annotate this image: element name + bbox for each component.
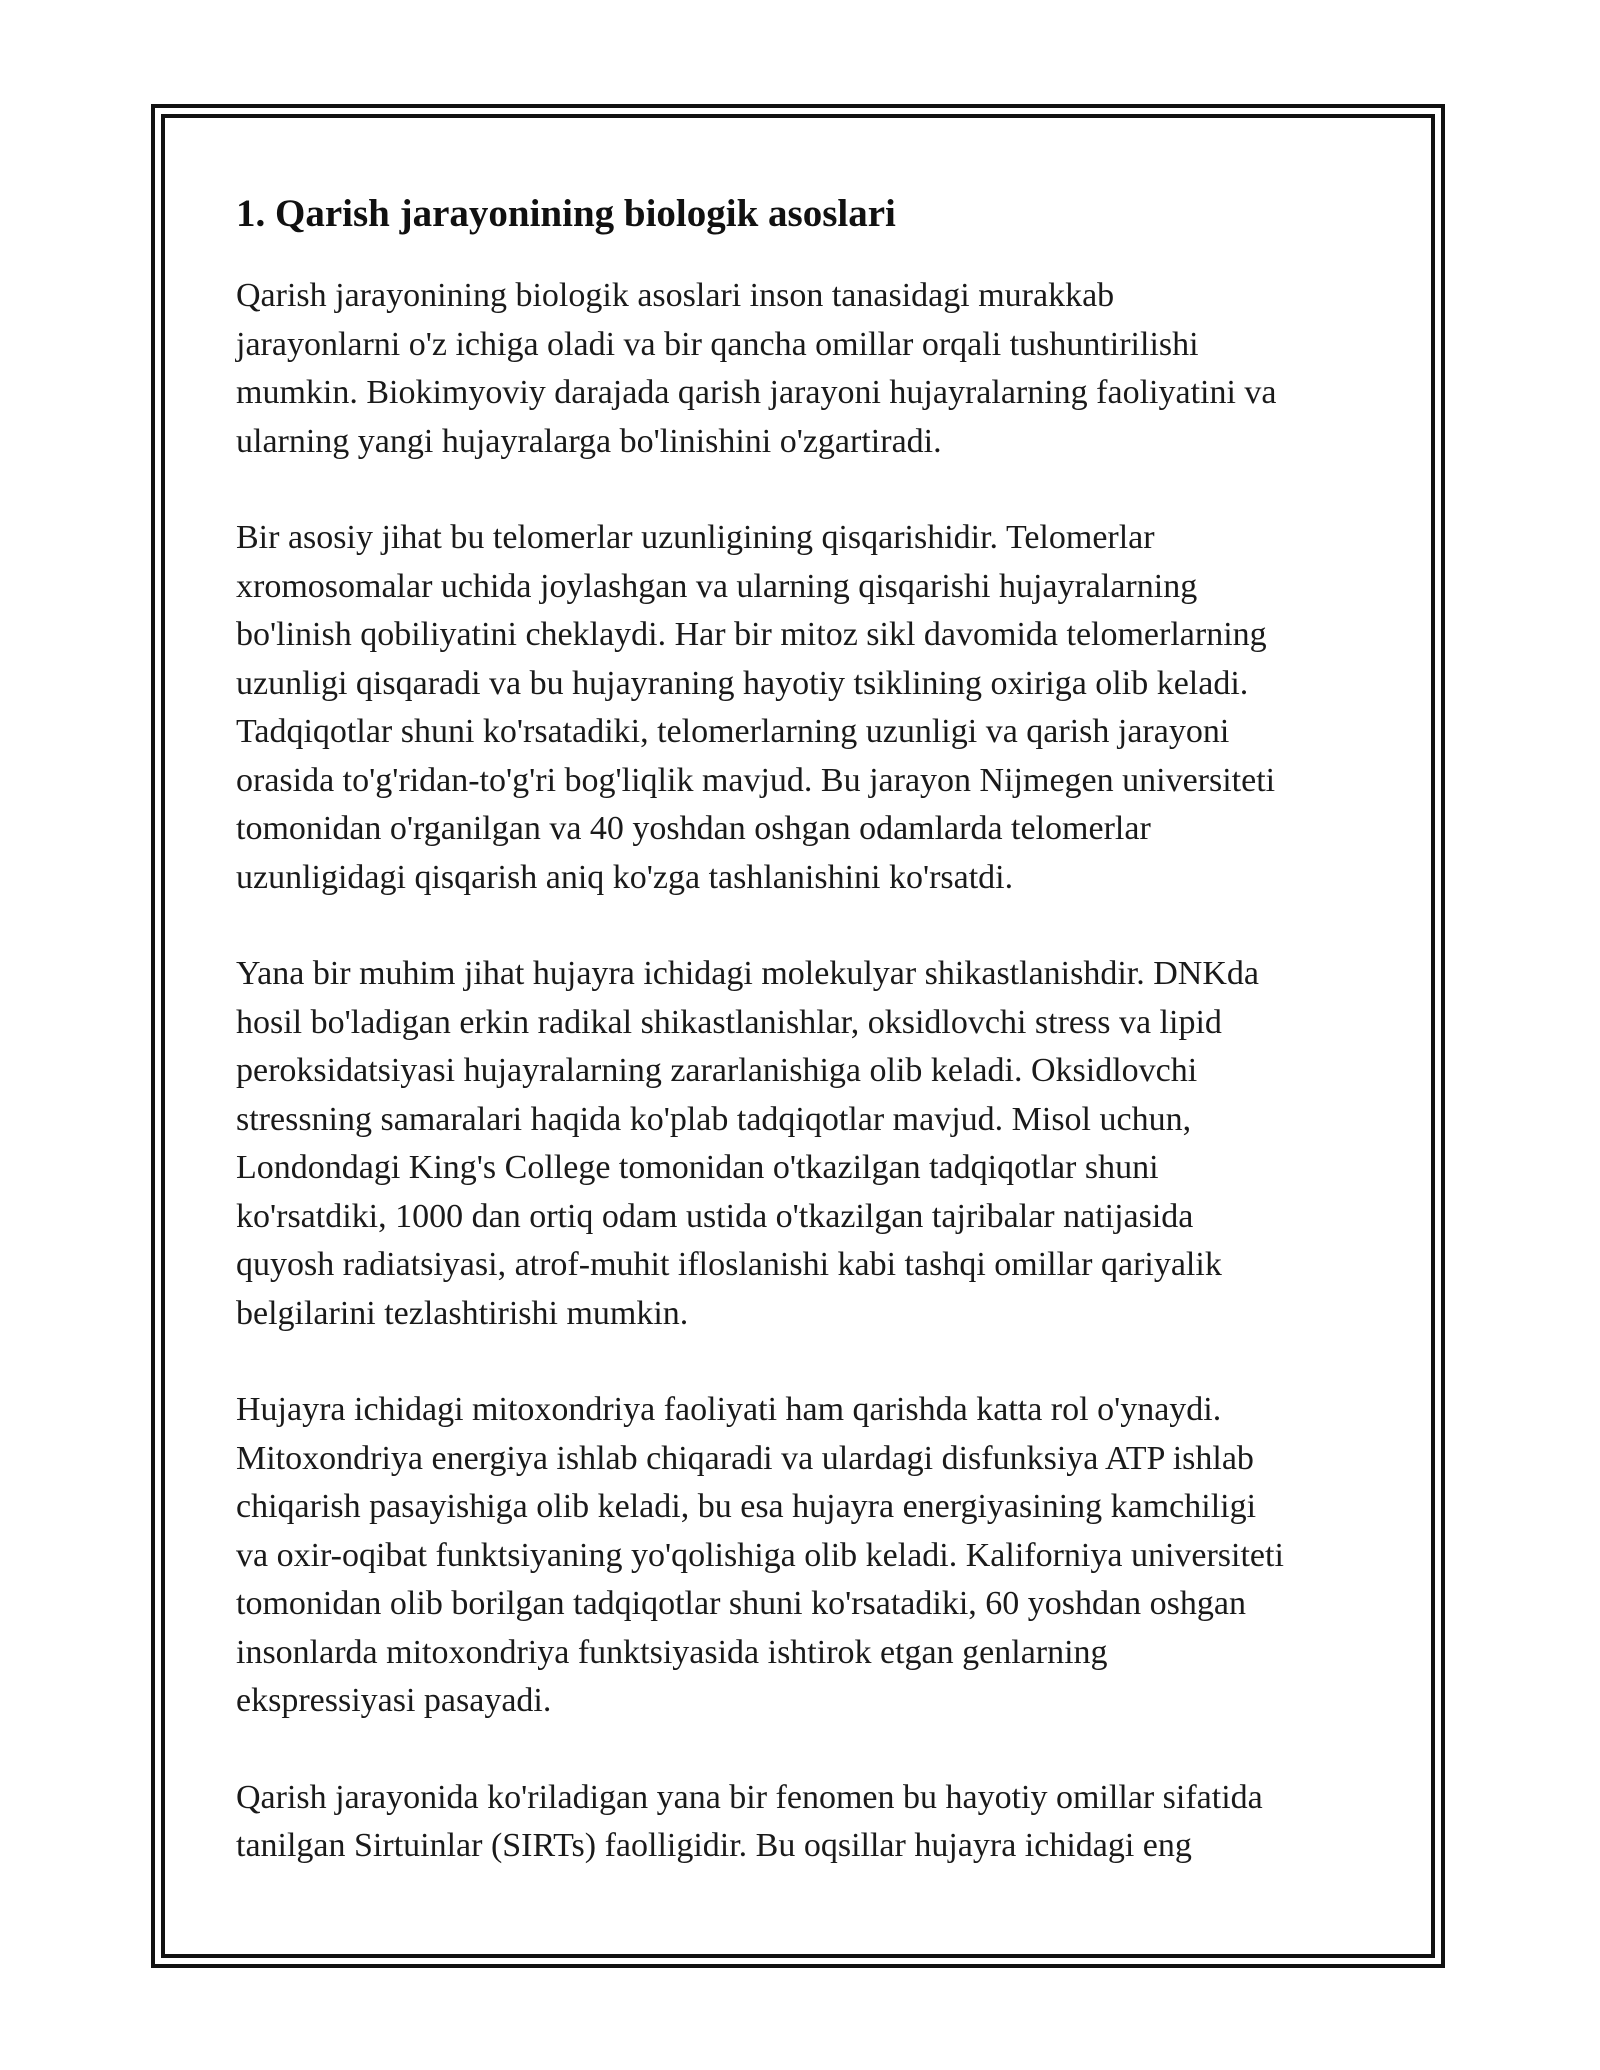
text-line: quyosh radiatsiyasi, atrof-muhit ifloslanishi kabi tashqi omillar qariyalik xyxy=(236,1246,1222,1283)
text-line: tomonidan olib borilgan tadqiqotlar shuni ko'rsatadiki, 60 yoshdan oshgan xyxy=(236,1585,1246,1622)
text-line: mumkin. Biokimyoviy darajada qarish jarayoni hujayralarning faoliyatini va xyxy=(236,374,1277,411)
text-line: peroksidatsiyasi hujayralarning zararlanishiga olib keladi. Oksidlovchi xyxy=(236,1052,1198,1089)
text-line: orasida to'g'ridan-to'g'ri bog'liqlik mavjud. Bu jarayon Nijmegen universiteti xyxy=(236,761,1276,799)
text-line: Tadqiqotlar shuni ko'rsatadiki, telomerlarning uzunligi va qarish jarayoni xyxy=(236,713,1230,750)
text-line: Mitoxondriya energiya ishlab chiqaradi va ulardagi disfunksiya ATP ishlab xyxy=(236,1439,1254,1477)
text-line: Bir asosiy jihat bu telomerlar uzunligining qisqarishidir. Telomerlar xyxy=(236,519,1155,556)
text-line: ko'rsatdiki, 1000 dan ortiq odam ustida o'tkazilgan tajribalar natijasida xyxy=(236,1197,1194,1235)
text-line: Qarish jarayonining biologik asoslari inson tanasidagi murakkab xyxy=(236,277,1115,314)
text-line: tanilgan Sirtuinlar (SIRTs) faolligidir. Bu oqsillar hujayra ichidagi eng xyxy=(236,1827,1192,1864)
section-title: 1. Qarish jarayonining biologik asoslari xyxy=(236,192,896,235)
text-line: va oxir-oqibat funktsiyaning yo'qolishiga olib keladi. Kaliforniya universiteti xyxy=(236,1536,1284,1574)
paragraph-2 xyxy=(236,514,1376,902)
text-line: Qarish jarayonida ko'riladigan yana bir fenomen bu hayotiy omillar sifatida xyxy=(236,1778,1263,1816)
text-line: stressning samaralari haqida ko'plab tadqiqotlar mavjud. Misol uchun, xyxy=(236,1100,1192,1138)
text-line: xromosomalar uchida joylashgan va ularning qisqarishi hujayralarning xyxy=(236,567,1198,605)
text-line: chiqarish pasayishiga olib keladi, bu esa hujayra energiyasining kamchiligi xyxy=(236,1488,1257,1525)
text-line: belgilarini tezlashtirishi mumkin. xyxy=(236,1294,689,1332)
text-line: bo'linish qobiliyatini cheklaydi. Har bir mitoz sikl davomida telomerlarning xyxy=(236,616,1267,653)
paragraph-4 xyxy=(236,1386,1376,1726)
document-body xyxy=(236,186,1376,1871)
text-line: Hujayra ichidagi mitoxondriya faoliyati ham qarishda katta rol o'ynaydi. xyxy=(236,1391,1222,1428)
text-line: ularning yangi hujayralarga bo'linishini o'zgartiradi. xyxy=(236,422,942,460)
text-line: uzunligi qisqaradi va bu hujayraning hayotiy tsiklining oxiriga olib keladi. xyxy=(236,664,1249,702)
text-line: hosil bo'ladigan erkin radikal shikastlanishlar, oksidlovchi stress va lipid xyxy=(236,1003,1222,1041)
text-line: Londondagi King's College tomonidan o'tkazilgan tadqiqotlar shuni xyxy=(236,1149,1159,1186)
text-line: Yana bir muhim jihat hujayra ichidagi molekulyar shikastlanishdir. DNKda xyxy=(236,955,1259,992)
text-line: tomonidan o'rganilgan va 40 yoshdan oshgan odamlarda telomerlar xyxy=(236,810,1151,847)
paragraph-5 xyxy=(236,1774,1376,1871)
paragraph-3 xyxy=(236,950,1376,1338)
paragraph-1 xyxy=(236,272,1376,466)
text-line: insonlarda mitoxondriya funktsiyasida ishtirok etgan genlarning xyxy=(236,1633,1108,1671)
text-line: uzunligidagi qisqarish aniq ko'zga tashlanishini ko'rsatdi. xyxy=(236,858,1014,896)
text-line: ekspressiyasi pasayadi. xyxy=(236,1682,552,1719)
text-line: jarayonlarni o'z ichiga oladi va bir qancha omillar orqali tushuntirilishi xyxy=(236,325,1199,363)
